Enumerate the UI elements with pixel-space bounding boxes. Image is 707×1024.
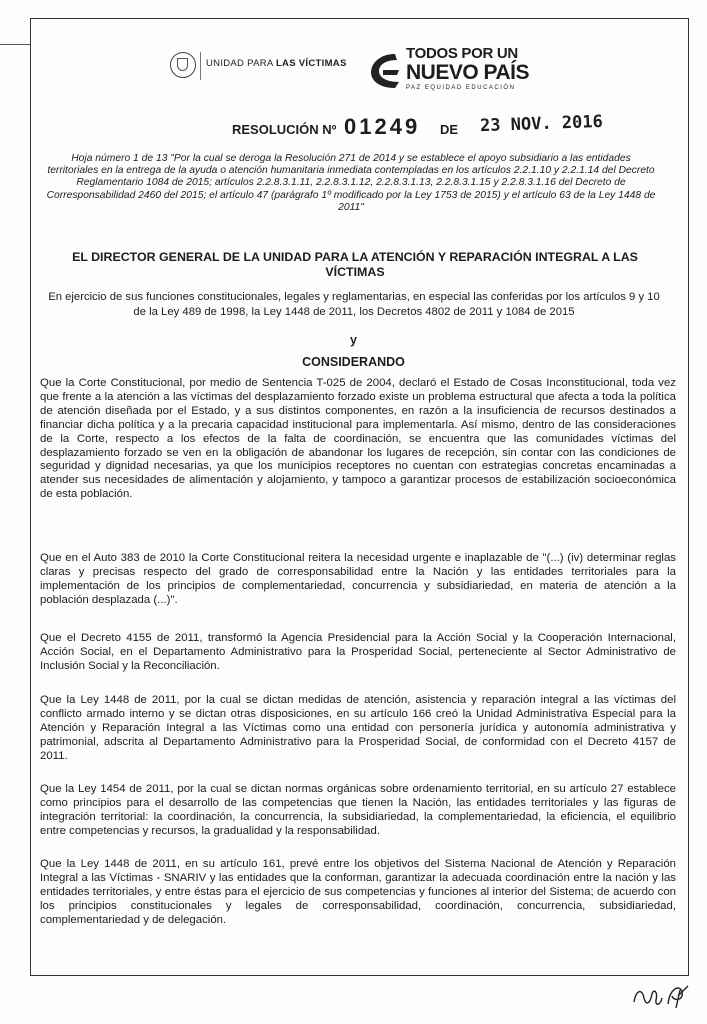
paragraph-6: Que la Ley 1448 de 2011, en su artículo 161, prevé entre los objetivos del Sistema Nacional de Atención y Reparación Integral a las Víctimas - SNARIV y las entidades que la conforman, garantizar la adecuada coordinación entre la nación y las entidades territoriales, y entre éstas para el ejercicio de sus competencias y funciones al interior del Sistema; de acuerdo con los principios constitucionales y legales de corresponsabilidad, coordinación, concurrencia, subsidiariedad, complementariedad y de delegación. bbox=[40, 858, 676, 926]
paragraph-4: Que la Ley 1448 de 2011, por la cual se dictan medidas de atención, asistencia y reparación integral a las víctimas del conflicto armado interno y se dictan otras disposiciones, en su artículo 166 creó la Unidad Administrativa Especial para la Atención y Reparación Integral a las Víctimas como una entidad con personería jurídica y autonomía administrativa y patrimonial, adscrita al Departamento Administrativo para la Prosperidad Social, de conformidad con el Decreto 4157 de 2011. bbox=[40, 694, 676, 762]
unit-name-bold: LAS VÍCTIMAS bbox=[275, 58, 347, 69]
conjunction-y: y bbox=[350, 333, 357, 347]
considerando-heading: CONSIDERANDO bbox=[302, 355, 405, 369]
scan-mark-line bbox=[0, 44, 30, 45]
government-logo-icon bbox=[365, 48, 405, 94]
coat-of-arms-icon bbox=[170, 52, 196, 78]
resolution-number: 01249 bbox=[344, 114, 421, 139]
page-subject-text: Hoja número 1 de 13 "Por la cual se deroga la Resolución 271 de 2014 y se establece el apoyo subsidiario a las entidades territoriales en la entrega de la ayuda o atención humanitaria inmediata contempladas en los artículos 2.2.1.10 y 2.2.1.14 del Decreto Reglamentario 1084 de 2015; artículos 2.2.8.3.1.11, 2.2.8.3.1.12, 2.2.8.3.1.13, 2.2.8.3.1.15 y 2.2.8.3.1.16 del Decreto de Corresponsabilidad 2460 del 2015; el artículo 47 (parágrafo 1º modificado por la Ley 1753 de 2015) y el artículo 63 de la Ley 1448 de 2011" bbox=[46, 153, 656, 213]
slogan-line-2: NUEVO PAÍS bbox=[406, 61, 529, 84]
resolution-date: 23 NOV. 2016 bbox=[479, 111, 604, 137]
slogan-line-1: TODOS POR UN bbox=[406, 45, 518, 62]
header-divider bbox=[200, 52, 201, 80]
unit-name-prefix: UNIDAD PARA bbox=[206, 58, 273, 69]
director-title: EL DIRECTOR GENERAL DE LA UNIDAD PARA LA ATENCIÓN Y REPARACIÓN INTEGRAL A LAS VÍCTIMAS bbox=[72, 250, 638, 279]
document-header bbox=[160, 40, 540, 100]
paragraph-5: Que la Ley 1454 de 2011, por la cual se dictan normas orgánicas sobre ordenamiento territorial, en su artículo 27 establece como principios para el desarrollo de las competencias que tienen la Nación, las entidades territoriales y las figuras de integración territorial: la coordinación, la concurrencia, la subsidiariedad, la complementariedad, la eficiencia, el equilibrio entre competencias y recursos, la gradualidad y la responsabilidad. bbox=[40, 783, 676, 837]
resolution-de: DE bbox=[440, 122, 459, 137]
paragraph-3: Que el Decreto 4155 de 2011, transformó la Agencia Presidencial para la Acción Social y la Cooperación Internacional, Acción Social, en el Departamento Administrativo para la Prosperidad Social, perteneciente al Sector Administrativo de Inclusión Social y la Reconciliación. bbox=[40, 632, 676, 672]
unit-name bbox=[206, 58, 347, 69]
slogan-line-3: PAZ EQUIDAD EDUCACIÓN bbox=[406, 85, 516, 91]
resolution-line bbox=[232, 111, 604, 142]
initials-signature bbox=[630, 978, 692, 1012]
paragraph-2: Que en el Auto 383 de 2010 la Corte Constitucional reitera la necesidad urgente e inaplazable de "(...) (iv) determinar reglas claras y precisas respecto del grado de corresponsabilidad entre la Nación y las entidades territoriales para la implementación de los principios de complementariedad, concurrencia y subsidiariedad, en materia de atención a la población desplazada (...)". bbox=[40, 552, 676, 606]
government-slogan bbox=[406, 46, 529, 92]
paragraph-1: Que la Corte Constitucional, por medio de Sentencia T-025 de 2004, declaró el Estado de Cosas Inconstitucional, toda vez que frente a la atención a las víctimas del desplazamiento forzado existe un problema estructural que afecta a toda la política de atención diseñada por el Estado, y a sus distintos componentes, en razón a la insuficiencia de recursos destinados a financiar dicha política y a la precaria capacidad institucional para implementarla. Así mismo, dentro de las consideraciones de la Corte, respecto a los efectos de la falta de coordinación, se encuentra que las comunidades víctimas del desplazamiento forzado se ven en la obligación de abandonar los lugares de recepción, sin contar con las condiciones de seguridad y dignidad necesarias, ya que los municipios receptores no cuentan con estrategias concretas encaminadas a atender sus necesidades de alimentación y alojamiento, y tampoco a garantizar procesos de estabilización socioeconómica de esta población. bbox=[40, 377, 676, 501]
resolution-label: RESOLUCIÓN Nº bbox=[232, 122, 337, 137]
authority-text: En ejercicio de sus funciones constitucionales, legales y reglamentarias, en especial las conferidas por los artículos 9 y 10 de la Ley 489 de 1998, la Ley 1448 de 2011, los Decretos 4802 de 2011 y 1084 de 2015 bbox=[48, 291, 660, 318]
